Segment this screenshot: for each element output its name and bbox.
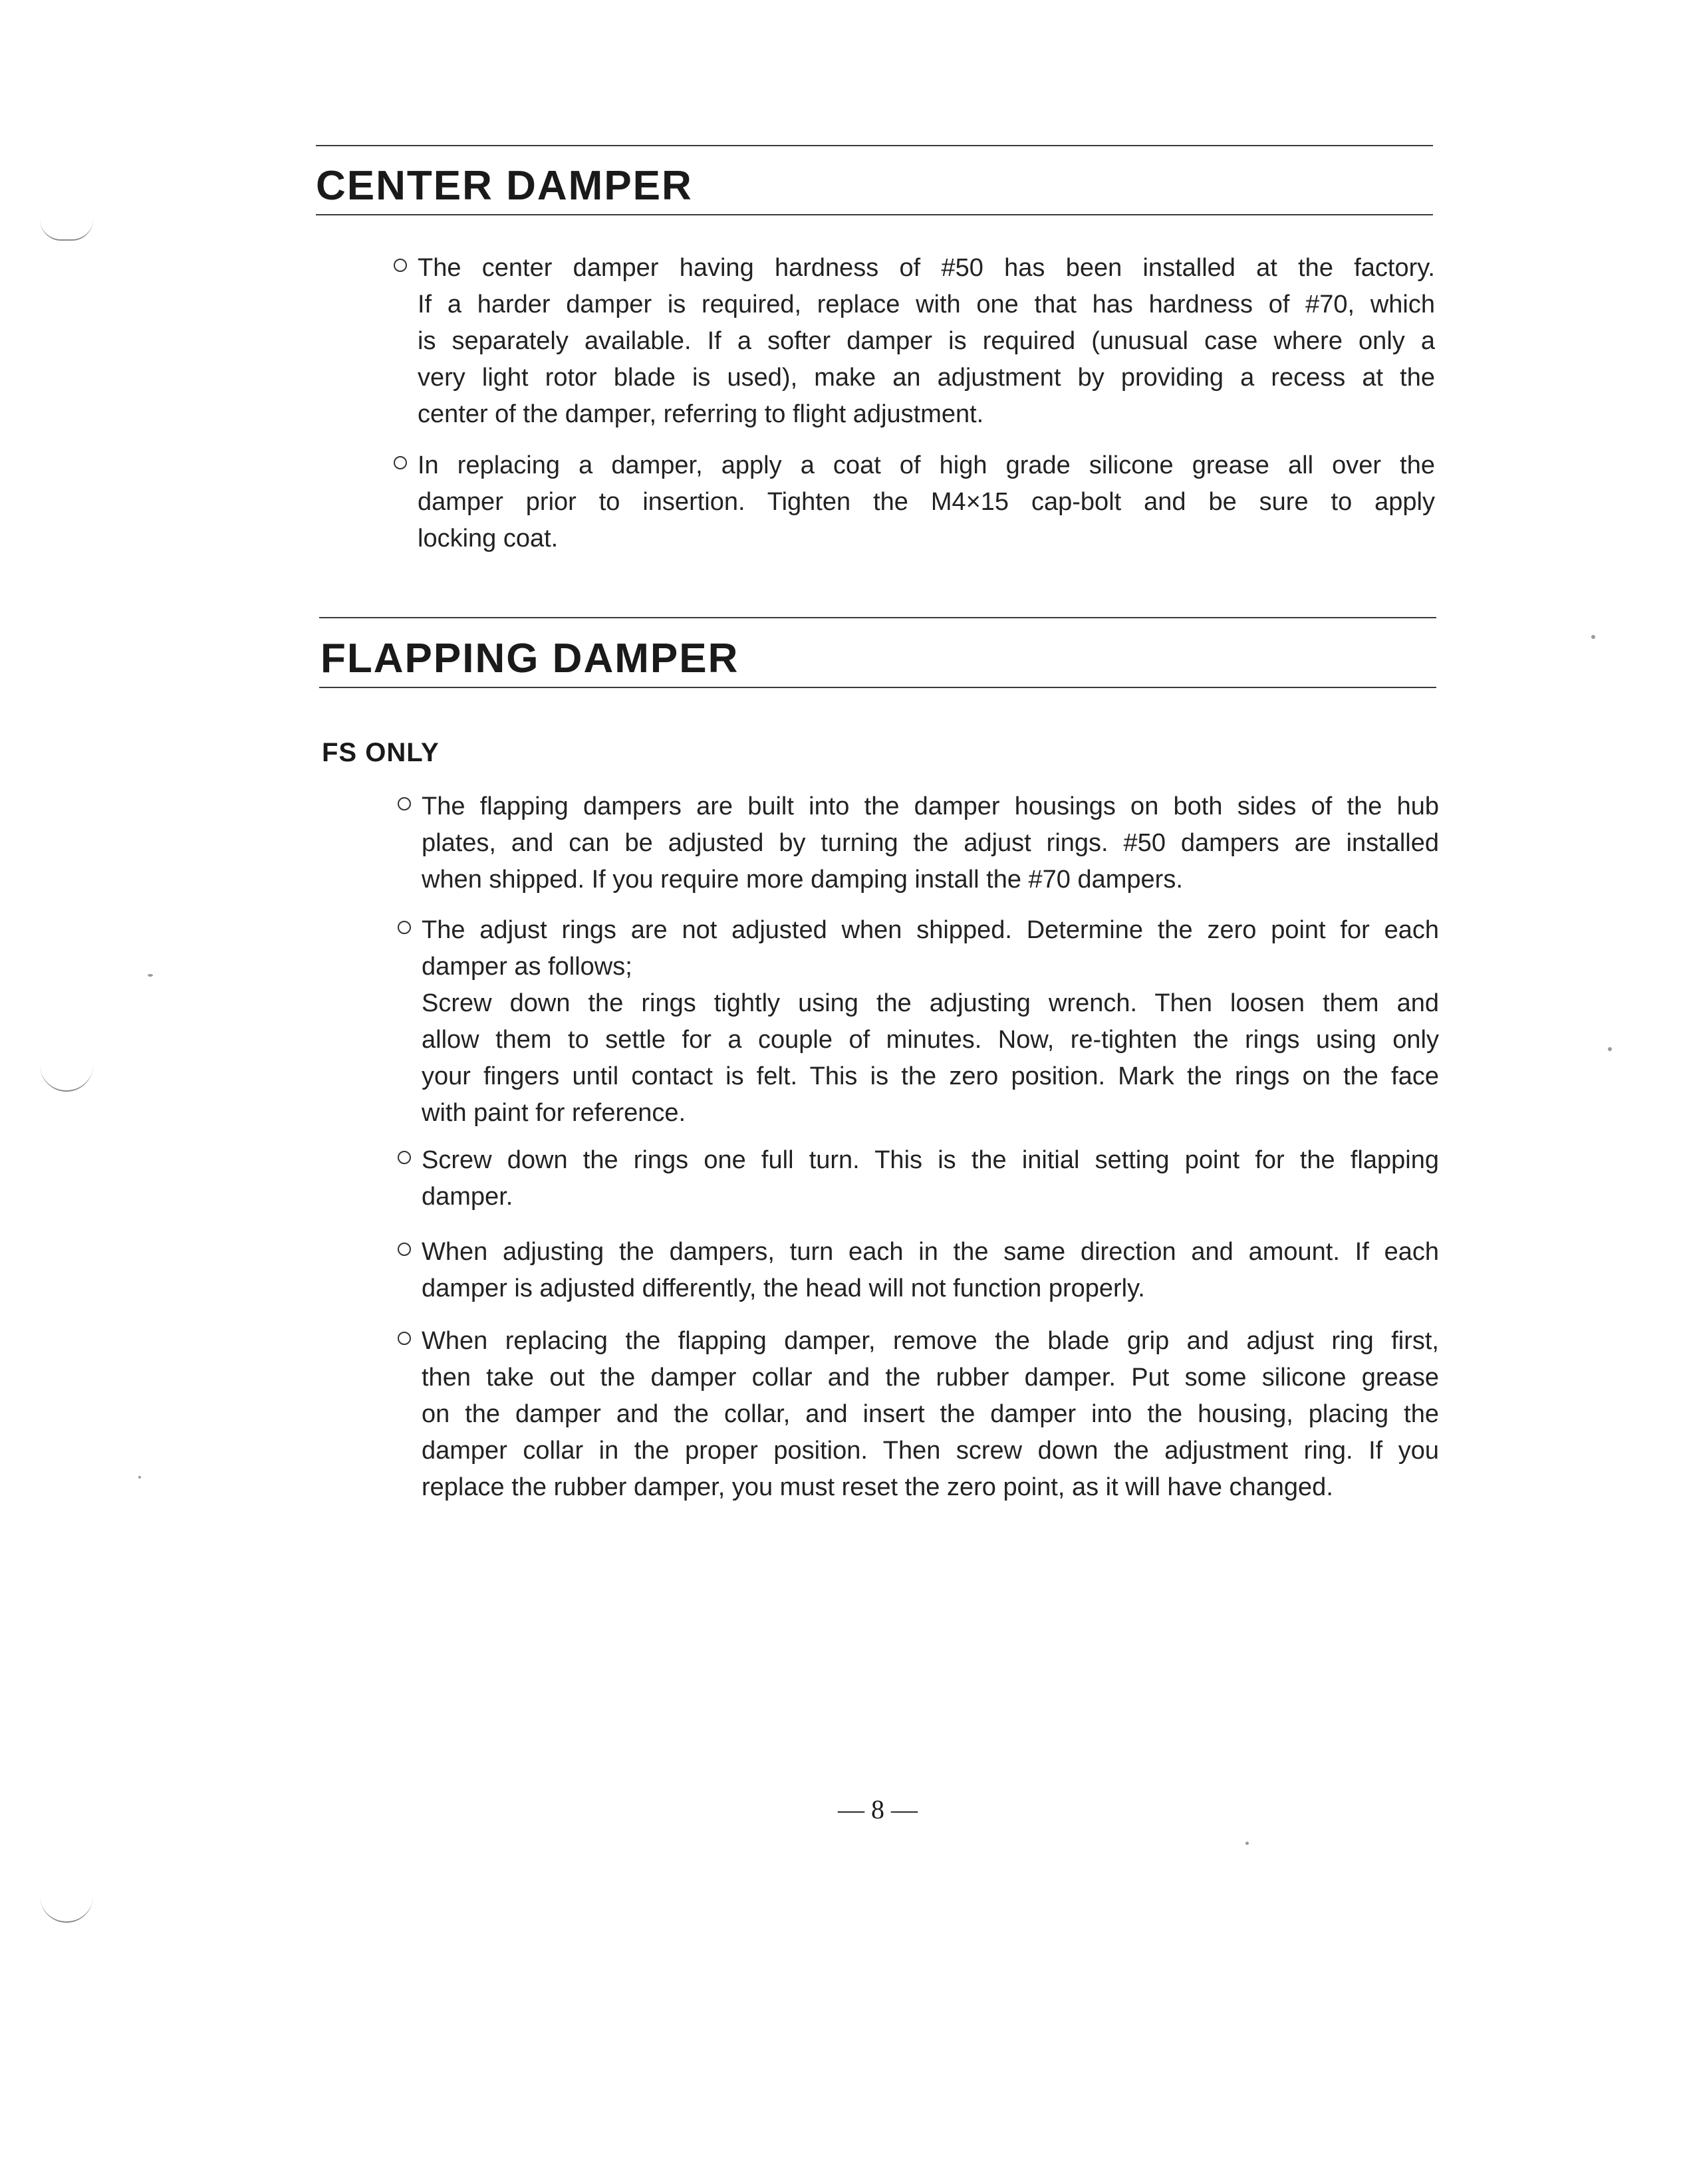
center-damper-item-2	[418, 447, 1435, 557]
text-line: allow them to settle for a couple of minutes. Now, re-tighten the rings using only	[422, 1026, 1439, 1054]
scan-edge-mark	[40, 1895, 93, 1923]
text-line: is separately available. If a softer damper is required (unusual case where only a	[418, 327, 1435, 355]
scan-speck	[1591, 635, 1595, 639]
circle-bullet-icon	[394, 456, 407, 469]
text-line: then take out the damper collar and the rubber damper. Put some silicone grease	[422, 1364, 1439, 1392]
scan-edge-mark	[40, 219, 93, 241]
text-line: with paint for reference.	[422, 1099, 686, 1127]
flapping-damper-item-5	[422, 1323, 1439, 1506]
scan-speck	[1608, 1047, 1612, 1051]
circle-bullet-icon	[398, 921, 411, 934]
circle-bullet-icon	[398, 1151, 411, 1164]
text-line: If a harder damper is required, replace with one that has hardness of #70, which	[418, 291, 1435, 318]
flapping-damper-item-3	[422, 1142, 1439, 1215]
text-line: damper collar in the proper position. Then screw down the adjustment ring. If you	[422, 1437, 1439, 1465]
center-damper-item-1	[418, 250, 1435, 433]
circle-bullet-icon	[394, 259, 407, 272]
text-line: center of the damper, referring to flight adjustment.	[418, 400, 984, 428]
text-line: The flapping dampers are built into the damper housings on both sides of the hub	[422, 792, 1439, 820]
fs-only-label: FS ONLY	[322, 738, 440, 767]
text-line: Screw down the rings tightly using the adjusting wrench. Then loosen them and	[422, 989, 1439, 1017]
text-line: When adjusting the dampers, turn each in the same direction and amount. If each	[422, 1238, 1439, 1266]
text-line: damper prior to insertion. Tighten the M4×15 cap-bolt and be sure to apply	[418, 488, 1435, 516]
text-line: plates, and can be adjusted by turning the adjust rings. #50 dampers are installed	[422, 829, 1439, 857]
page-number: — 8 —	[838, 1794, 918, 1824]
text-line: The center damper having hardness of #50 has been installed at the factory.	[418, 254, 1435, 282]
circle-bullet-icon	[398, 1332, 411, 1345]
flapping-damper-item-4	[422, 1234, 1439, 1307]
scan-speck	[148, 974, 153, 977]
scan-speck	[138, 1476, 141, 1479]
text-line: In replacing a damper, apply a coat of high grade silicone grease all over the	[418, 451, 1435, 479]
text-line: When replacing the flapping damper, remove the blade grip and adjust ring first,	[422, 1327, 1439, 1355]
text-line: when shipped. If you require more damping install the #70 dampers.	[422, 866, 1183, 894]
heading-underline	[319, 687, 1436, 688]
text-line: your fingers until contact is felt. This is the zero position. Mark the rings on the face	[422, 1062, 1439, 1090]
text-line: The adjust rings are not adjusted when shipped. Determine the zero point for each	[422, 916, 1439, 944]
text-line: damper as follows;	[422, 953, 632, 981]
text-line: replace the rubber damper, you must reset the zero point, as it will have changed.	[422, 1473, 1333, 1501]
scan-speck	[1245, 1842, 1249, 1845]
text-line: damper.	[422, 1183, 513, 1211]
heading-underline	[316, 214, 1433, 215]
circle-bullet-icon	[398, 797, 411, 810]
flapping-damper-heading: FLAPPING DAMPER	[321, 636, 739, 681]
top-rule	[316, 145, 1433, 146]
flapping-damper-item-2	[422, 912, 1439, 1132]
text-line: damper is adjusted differently, the head will not function properly.	[422, 1274, 1145, 1302]
text-line: locking coat.	[418, 525, 559, 552]
scan-edge-mark	[40, 1057, 93, 1092]
center-damper-heading: CENTER DAMPER	[316, 163, 693, 209]
circle-bullet-icon	[398, 1243, 411, 1256]
section-rule	[319, 617, 1436, 618]
flapping-damper-item-1	[422, 789, 1439, 898]
text-line: on the damper and the collar, and insert the damper into the housing, placing the	[422, 1400, 1439, 1428]
text-line: Screw down the rings one full turn. This is the initial setting point for the flapping	[422, 1146, 1439, 1174]
text-line: very light rotor blade is used), make an adjustment by providing a recess at the	[418, 364, 1435, 392]
